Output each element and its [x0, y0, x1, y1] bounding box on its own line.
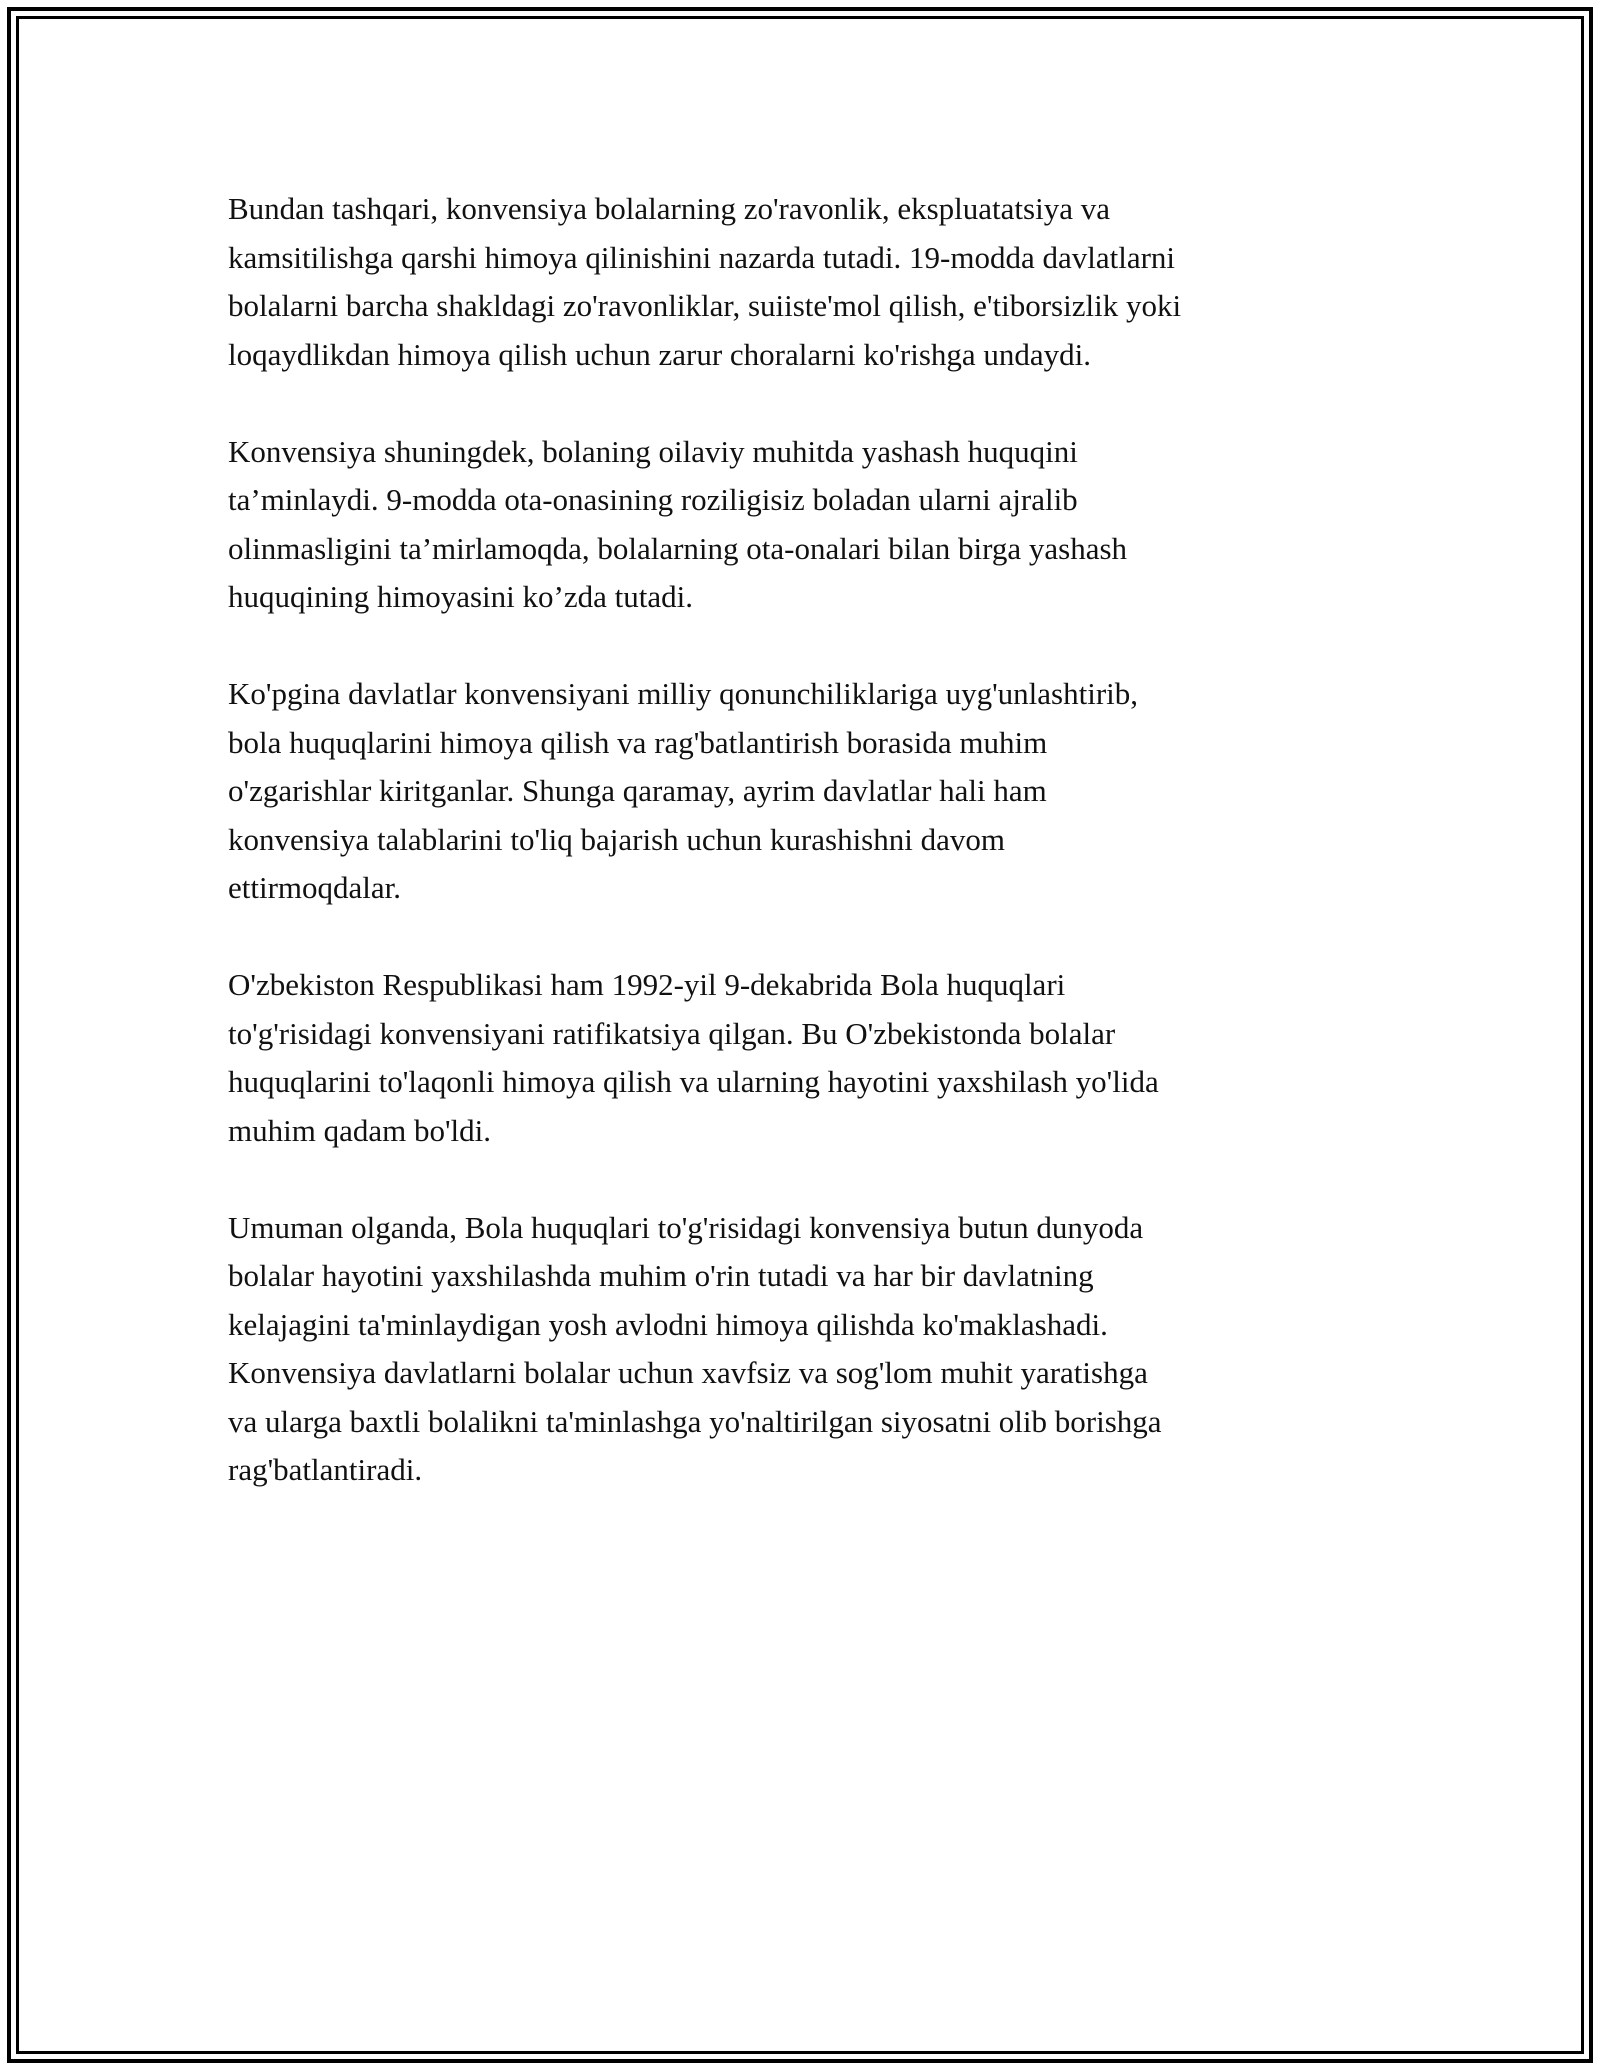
paragraph-uzbekistan-ratification: O'zbekiston Respublikasi ham 1992-yil 9-dekabrida Bola huquqlari to'g'risidagi konvensiyani ratifikatsiya qilgan. Bu O'zbekistonda bolalar huquqlarini to'laqonli himoya qilish va ularning hayotini yaxshilash yo'lida muhim qadam bo'ldi. [228, 967, 1159, 1148]
paragraph-conclusion: Umuman olganda, Bola huquqlari to'g'risidagi konvensiya butun dunyoda bolalar hayotini yaxshilashda muhim o'rin tutadi va har bir davlatning kelajagini ta'minlaydigan yosh avlodni himoya qilishda ko'maklashadi. Konvensiya davlatlarni bolalar uchun xavfsiz va sog'lom muhit yaratishga va ularga baxtli bolalikni ta'minlashga yo'naltirilgan siyosatni olib borishga rag'batlantiradi. [228, 1209, 1162, 1487]
paragraph-violence-protection: Bundan tashqari, konvensiya bolalarning zo'ravonlik, ekspluatatsiya va kamsitilishga qarshi himoya qilinishini nazarda tutadi. 19-modda davlatlarni bolalarni barcha shakldagi zo'ravonliklar, suiiste'mol qilish, e'tiborsizlik yoki loqaydlikdan himoya qilish uchun zarur choralarni ko'rishga undaydi. [228, 191, 1182, 372]
document-body [228, 185, 1388, 1543]
paragraph-family-environment: Konvensiya shuningdek, bolaning oilaviy muhitda yashash huquqini ta’minlaydi. 9-modda ota-onasining roziligisiz boladan ularni ajralib olinmasligini ta’mirlamoqda, bolalarning ota-onalari bilan birga yashash huquqining himoyasini ko’zda tutadi. [228, 433, 1128, 614]
paragraph-national-legislation: Ko'pgina davlatlar konvensiyani milliy qonunchiliklariga uyg'unlashtirib, bola huquqlarini himoya qilish va rag'batlantirish borasida muhim o'zgarishlar kiritganlar. Shunga qaramay, ayrim davlatlar hali ham konvensiya talablarini to'liq bajarish uchun kurashishni davom ettirmoqdalar. [228, 676, 1139, 905]
